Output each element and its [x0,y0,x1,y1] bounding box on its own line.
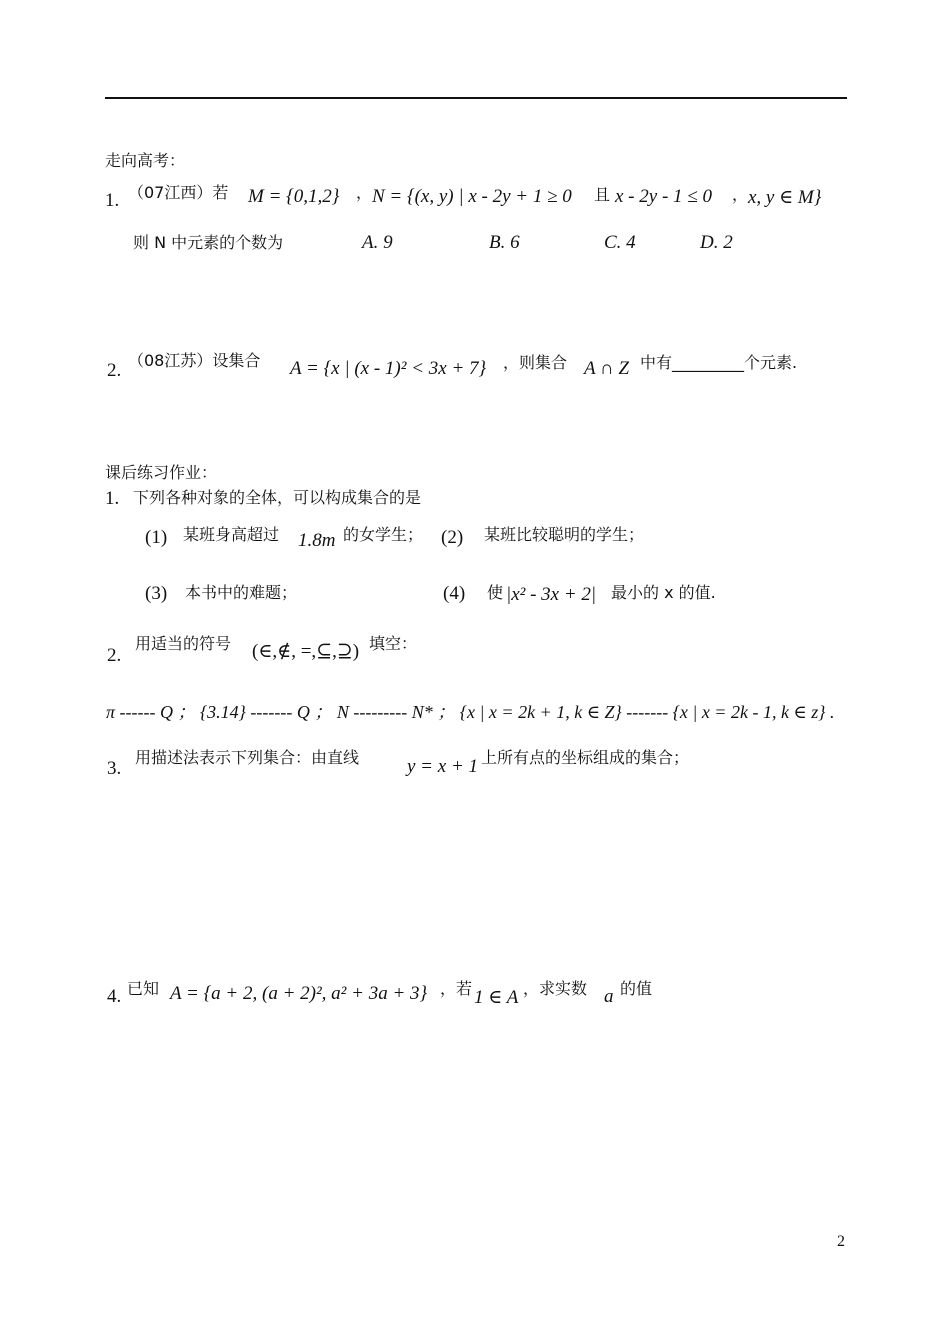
math-expression: y = x + 1 [407,756,479,777]
option-b: B. 6 [489,232,520,253]
item-label: (1) [145,527,168,548]
question-text: 填空： [369,634,418,653]
question-prefix: （08江苏）设集合 [128,351,261,370]
item-text: 某班身高超过 [183,525,280,544]
question-number: 4. [107,986,122,1007]
separator: ， [732,185,749,204]
question-text: ，求实数 [523,979,588,998]
item-label: (4) [443,583,466,604]
question-text: 中有_________个元素. [640,353,798,372]
math-expression: A = {x | (x - 1)² < 3x + 7} [290,358,487,379]
question-text: ，若 [440,979,473,998]
page-number: 2 [837,1233,845,1250]
symbol-set: (∈,∉, =,⊆,⊇) [252,641,360,662]
item-text: 本书中的难题； [185,583,298,602]
math-expression: |x² - 3x + 2| [506,584,597,605]
question-text: ，则集合 [503,353,568,372]
section-title-homework: 课后练习作业： [105,463,218,482]
math-expression: M = {0,1,2} [248,186,340,207]
item-text: 最小的 x 的值. [611,583,716,602]
section-title-gaokao: 走向高考： [105,151,186,170]
item-text: 的女学生； [343,525,424,544]
question-stem: 则 N 中元素的个数为 [133,233,284,252]
question-number: 1. [105,488,120,509]
math-expression: 1.8m [298,530,336,551]
question-number: 2. [107,645,122,666]
math-expression: N = {(x, y) | x - 2y + 1 ≥ 0 [372,186,572,207]
math-expression: A ∩ Z [584,358,630,379]
option-c: C. 4 [604,232,636,253]
math-expression: 1 ∈ A [474,987,519,1008]
option-d: D. 2 [700,232,733,253]
math-expression: x, y ∈ M} [748,187,822,208]
item-label: (2) [441,527,464,548]
question-stem: 用适当的符号 [135,634,232,653]
and-word: 且 [594,185,611,204]
option-a: A. 9 [362,232,393,253]
item-label: (3) [145,583,168,604]
math-expression: A = {a + 2, (a + 2)², a² + 3a + 3} [170,983,428,1004]
question-text: 已知 [127,979,160,998]
item-text: 某班比较聪明的学生； [484,525,645,544]
fill-in-line: π ------ Q ； {3.14} ------- Q ； N --------- N* ； {x | x = 2k + 1, k ∈ Z} ------- {x | x = 2k - 1, k ∈ z} . [106,702,835,722]
header-rule [105,97,847,99]
question-prefix: （07江西）若 [128,183,229,202]
question-number: 1. [105,190,120,211]
math-expression: x - 2y - 1 ≤ 0 [615,186,712,207]
question-text: 上所有点的坐标组成的集合； [481,748,690,767]
math-variable: a [604,986,614,1007]
separator: ， [356,183,373,202]
question-number: 3. [107,758,122,779]
item-text: 使 [487,583,504,602]
question-stem: 下列各种对象的全体，可以构成集合的是 [133,488,422,507]
question-stem: 用描述法表示下列集合：由直线 [135,748,360,767]
question-number: 2. [107,360,122,381]
question-text: 的值 [620,979,653,998]
